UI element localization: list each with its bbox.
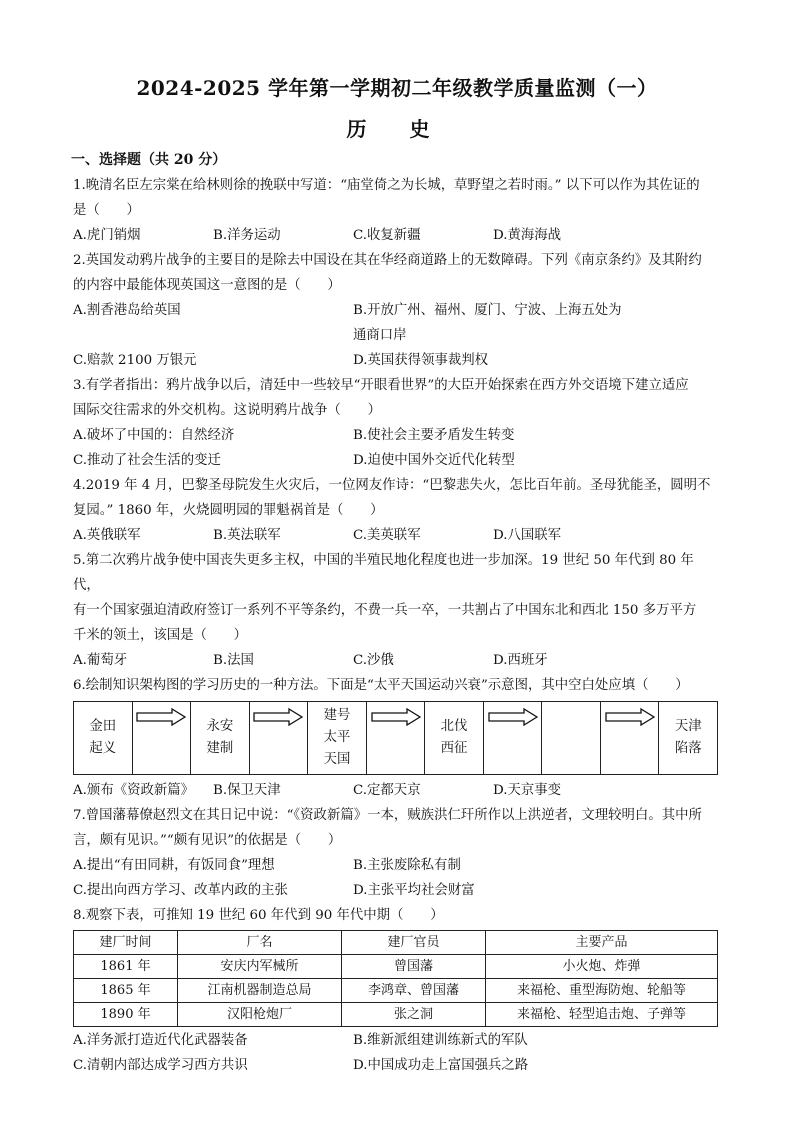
flow-arrow-cell [133, 702, 192, 774]
table-header: 主要产品 [486, 931, 718, 955]
factory-table [73, 930, 718, 1027]
question-2 [73, 248, 718, 373]
option-row [73, 1028, 718, 1053]
question-3 [73, 373, 718, 473]
option-d[interactable]: D.黄海海战 [493, 228, 562, 243]
question-stem-line: 复园。” 1860 年，火烧圆明园的罪魁祸首是（ ） [73, 503, 384, 518]
table-row [74, 979, 718, 1003]
question-1 [73, 173, 718, 248]
option-a[interactable]: A.英俄联军 [73, 528, 141, 543]
table-cell: 来福枪、重型海防炮、轮船等 [486, 979, 718, 1003]
option-c[interactable]: C.推动了社会生活的变迁 [73, 453, 221, 468]
option-row [73, 423, 718, 448]
option-b[interactable]: B.维新派组建训练新式的军队 [353, 1033, 528, 1048]
option-a[interactable]: A.颁布《资政新篇》 [73, 783, 195, 798]
table-cell: 1861 年 [74, 955, 178, 979]
taiping-flow-diagram [73, 701, 718, 775]
question-stem-line: 千米的领土，该国是（ ） [73, 628, 248, 643]
option-a[interactable]: A.提出“有田同耕，有饭同食”理想 [73, 858, 275, 873]
table-header: 建厂官员 [342, 931, 486, 955]
option-row [73, 1053, 718, 1078]
flow-arrow-cell [601, 702, 660, 774]
table-cell: 李鸿章、曾国藩 [342, 979, 486, 1003]
right-arrow-icon [488, 708, 538, 726]
question-stem-line: 国际交往需求的外交机构。这说明鸦片战争（ ） [73, 403, 381, 418]
flow-arrow-cell [484, 702, 543, 774]
option-b[interactable]: B.主张废除私有制 [353, 858, 461, 873]
question-stem-line: 5.第二次鸦片战争使中国丧失更多主权，中国的半殖民地化程度也进一步加深。19 世纪 50 年代到 80 年代， [73, 553, 694, 593]
option-c[interactable]: C.美英联军 [353, 528, 421, 543]
option-row [73, 878, 718, 903]
question-stem-line: 8.观察下表，可推知 19 世纪 60 年代到 90 年代中期（ ） [73, 908, 444, 923]
right-arrow-icon [253, 708, 303, 726]
table-header-row [74, 931, 718, 955]
table-cell: 汉阳枪炮厂 [178, 1003, 342, 1027]
question-stem-line: 2.英国发动鸦片战争的主要目的是除去中国设在其在华经商道路上的无数障碍。下列《南京条约》及其附约 [73, 253, 702, 268]
flow-arrow-cell [367, 702, 426, 774]
table-cell: 来福枪、轻型追击炮、子弹等 [486, 1003, 718, 1027]
question-stem-line: 3.有学者指出：鸦片战争以后，清廷中一些较早“开眼看世界”的大臣开始探索在西方外交语境下建立适应 [73, 378, 689, 393]
question-stem-line: 有一个国家强迫清政府签订一系列不平等条约，不费一兵一卒，一共割占了中国东北和西北 150 多万平方 [73, 603, 697, 618]
option-b[interactable]: B.开放广州、福州、厦门、宁波、上海五处为通商口岸 [353, 303, 622, 343]
option-c[interactable]: C.提出向西方学习、改革内政的主张 [73, 883, 288, 898]
flow-stage-beifa: 北伐 西征 [425, 702, 484, 774]
exam-title: 2024-2025 学年第一学期初二年级教学质量监测（一） [136, 76, 658, 100]
table-cell: 曾国藩 [342, 955, 486, 979]
option-row [73, 298, 718, 348]
option-a[interactable]: A.破坏了中国的：自然经济 [73, 428, 235, 443]
option-d[interactable]: D.西班牙 [493, 653, 548, 668]
option-b[interactable]: B.使社会主要矛盾发生转变 [353, 428, 515, 443]
table-header: 建厂时间 [74, 931, 178, 955]
option-a[interactable]: A.葡萄牙 [73, 653, 128, 668]
table-row [74, 1003, 718, 1027]
option-c[interactable]: C.沙俄 [353, 653, 394, 668]
table-row [74, 955, 718, 979]
option-d[interactable]: D.英国获得领事裁判权 [353, 353, 489, 368]
option-a[interactable]: A.洋务派打造近代化武器装备 [73, 1033, 248, 1048]
option-a[interactable]: A.虎门销烟 [73, 228, 141, 243]
question-7 [73, 803, 718, 903]
option-row [73, 648, 718, 673]
option-d[interactable]: D.迫使中国外交近代化转型 [353, 453, 515, 468]
flow-arrow-cell [250, 702, 309, 774]
table-cell: 张之洞 [342, 1003, 486, 1027]
table-cell: 1865 年 [74, 979, 178, 1003]
option-b[interactable]: B.保卫天津 [213, 783, 281, 798]
section-heading: 一、选择题（共 20 分） [71, 152, 227, 168]
question-6 [73, 673, 718, 803]
flow-blank-cell[interactable] [542, 702, 601, 774]
question-stem-line: 7.曾国藩幕僚赵烈文在其日记中说：“《资政新篇》一本，贼族洪仁玕所作以上洪逆者，文理较明白。其中所 [73, 808, 702, 823]
question-stem-line: 言，颇有见识。”“颇有见识”的依据是（ ） [73, 833, 342, 848]
question-8 [73, 903, 718, 1078]
flow-stage-jianhao: 建号 太平 天国 [308, 702, 367, 774]
option-b[interactable]: B.洋务运动 [213, 228, 281, 243]
option-c[interactable]: C.赔款 2100 万银元 [73, 353, 197, 368]
exam-content [73, 148, 718, 1078]
option-b[interactable]: B.法国 [213, 653, 254, 668]
option-d[interactable]: D.主张平均社会财富 [353, 883, 475, 898]
question-stem-line: 4.2019 年 4 月，巴黎圣母院发生火灾后，一位网友作诗：“巴黎悲失火，怎比百年前。圣母犹能圣，圆明不 [73, 478, 711, 493]
question-4 [73, 473, 718, 548]
option-a[interactable]: A.割香港岛给英国 [73, 303, 181, 318]
option-row [73, 448, 718, 473]
question-stem-line: 6.绘制知识架构图的学习历史的一种方法。下面是“太平天国运动兴衰”示意图，其中空白处应填（ ） [73, 678, 689, 693]
flow-stage-yongan: 永安 建制 [191, 702, 250, 774]
option-row [73, 348, 718, 373]
right-arrow-icon [136, 708, 186, 726]
option-d[interactable]: D.中国成功走上富国强兵之路 [353, 1058, 529, 1073]
option-b[interactable]: B.英法联军 [213, 528, 281, 543]
question-5 [73, 548, 718, 673]
option-c[interactable]: C.定都天京 [353, 783, 421, 798]
table-cell: 江南机器制造总局 [178, 979, 342, 1003]
question-stem-line: 1.晚清名臣左宗棠在给林则徐的挽联中写道：“庙堂倚之为长城，草野望之若时雨。” 以下可以作为其佐证的 [73, 178, 700, 193]
option-row [73, 778, 718, 803]
table-cell: 小火炮、炸弹 [486, 955, 718, 979]
option-d[interactable]: D.天京事变 [493, 783, 562, 798]
right-arrow-icon [605, 708, 655, 726]
table-cell: 1890 年 [74, 1003, 178, 1027]
question-stem-line: 是（ ） [73, 203, 140, 218]
option-c[interactable]: C.收复新疆 [353, 228, 421, 243]
subject-title: 历 史 [346, 117, 448, 141]
option-d[interactable]: D.八国联军 [493, 528, 562, 543]
flow-stage-tianjing: 天津 陷落 [674, 719, 702, 756]
table-cell: 安庆内军械所 [178, 955, 342, 979]
option-row [73, 853, 718, 878]
option-row [73, 223, 718, 248]
flow-stage-jintian: 金田 起义 [74, 702, 133, 774]
table-header: 厂名 [178, 931, 342, 955]
question-stem-line: 的内容中最能体现英国这一意图的是（ ） [73, 278, 341, 293]
right-arrow-icon [371, 708, 421, 726]
option-c[interactable]: C.清朝内部达成学习西方共识 [73, 1058, 248, 1073]
option-row [73, 523, 718, 548]
